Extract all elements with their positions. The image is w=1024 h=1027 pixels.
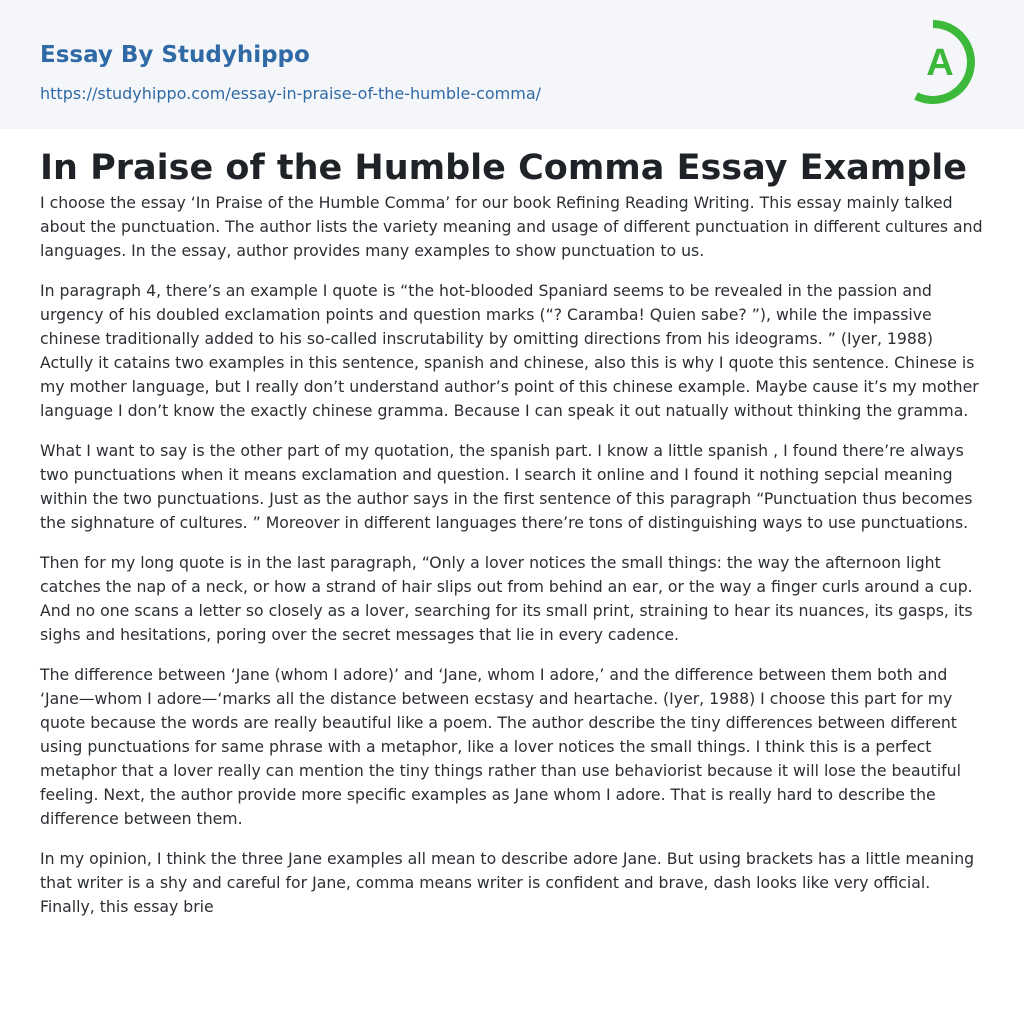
article-paragraph-3: What I want to say is the other part of my quotation, the spanish part. I know a little spanish , I found there’re always two punctuations when it means exclamation and question. I search it online and I found it nothing sepcial meaning within the two punctuations. Just as the author says in the first sentence of this paragraph “Punctuation thus becomes the sighnature of cultures. ” Moreover in different languages there’re tons of distinguishing ways to use punctuations. [40, 441, 973, 532]
page-title: In Praise of the Humble Comma Essay Example [40, 148, 968, 188]
logo-ring-icon [908, 16, 992, 108]
page-url-link[interactable]: https://studyhippo.com/essay-in-praise-of-the-humble-comma/ [40, 84, 542, 103]
article-paragraph-5: The difference between ‘Jane (whom I adore)’ and ‘Jane, whom I adore,’ and the difference between them both and ‘Jane—whom I adore—‘marks all the distance between ecstasy and heartache. (Iyer, 1988) I choose this part for my quote because the words are really beautiful like a poem. The author describe the tiny differences between different using punctuations for same phrase with a metaphor, like a lover notices the small things. I think this is a perfect metaphor that a lover really can mention the tiny things rather than use behaviorist because it will lose the beautiful feeling. Next, the author provide more specific examples as Jane whom I adore. That is really hard to describe the difference between them. [40, 665, 961, 828]
article-paragraph-1: I choose the essay ‘In Praise of the Humble Comma’ for our book Refining Reading Writing. This essay mainly talked about the punctuation. The author lists the variety meaning and usage of different punctuation in different cultures and languages. In the essay, author provides many examples to show punctuation to us. [40, 193, 983, 260]
logo-letter: A [926, 42, 954, 84]
site-header [0, 0, 1024, 129]
article [0, 129, 1024, 919]
article-paragraph-6: In my opinion, I think the three Jane examples all mean to describe adore Jane. But using brackets has a little meaning that writer is a shy and careful for Jane, comma means writer is confident and brave, dash looks like very official. Finally, this essay brie [40, 849, 975, 916]
studyhippo-logo-icon[interactable] [908, 16, 992, 108]
article-paragraph-2: In paragraph 4, there’s an example I quote is “the hot-blooded Spaniard seems to be revealed in the passion and urgency of his doubled exclamation points and question marks (“? Caramba! Quien sabe? ”), while the impassive chinese traditionally added to his so-called inscrutability by omitting directions from his ideograms. ” (Iyer, 1988) Actully it catains two examples in this sentence, spanish and chinese, also this is why I quote this sentence. Chinese is my mother language, but I really don’t understand author’s point of this chinese example. Maybe cause it’s my mother language I don’t know the exactly chinese gramma. Because I can speak it out natually without thinking the gramma. [40, 281, 979, 420]
site-title[interactable]: Essay By Studyhippo [40, 42, 310, 68]
article-paragraph-4: Then for my long quote is in the last paragraph, “Only a lover notices the small things: the way the afternoon light catches the nap of a neck, or how a strand of hair slips out from behind an ear, or the way a finger curls around a cup. And no one scans a letter so closely as a lover, searching for its small print, straining to hear its nuances, its gasps, its sighs and hesitations, poring over the secret messages that lie in every cadence. [40, 553, 973, 644]
